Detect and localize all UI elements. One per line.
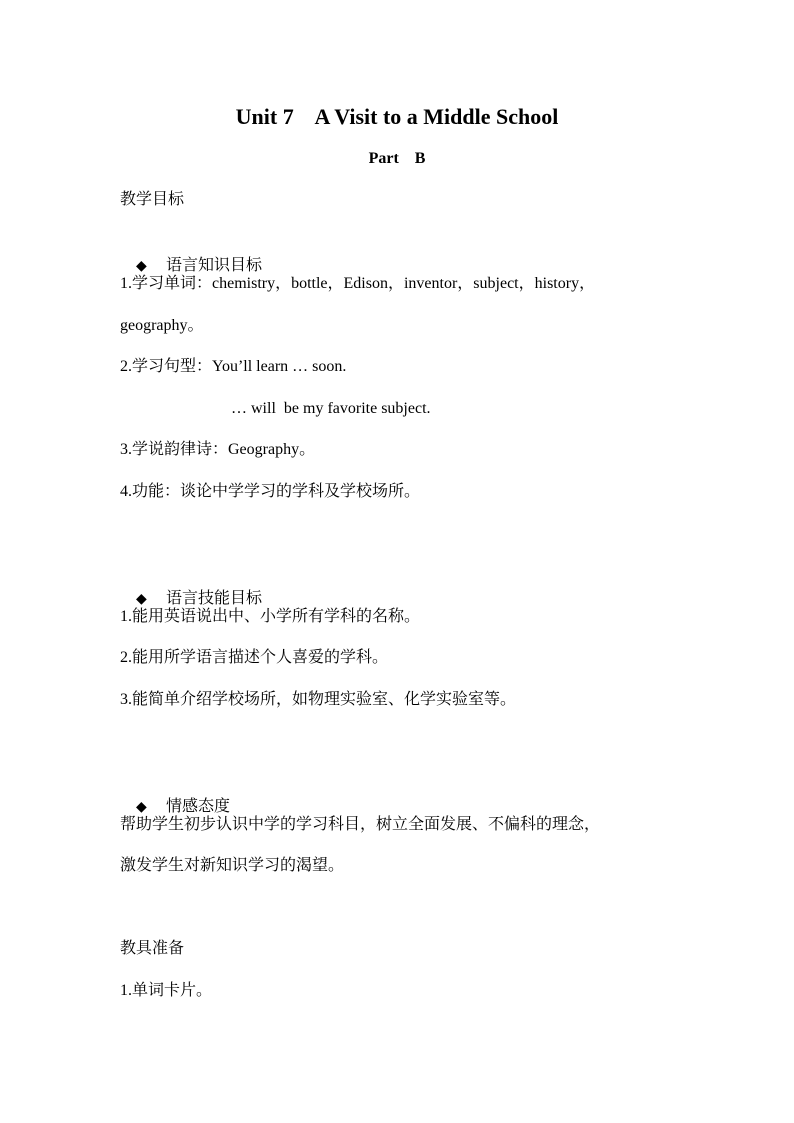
attitude-line: 激发学生对新知识学习的渴望。	[120, 857, 345, 874]
page-title: Unit 7 A Visit to a Middle School	[235, 104, 559, 129]
attitude-line: 帮助学生初步认识中学的学习科目，树立全面发展、不偏科的理念，	[120, 816, 601, 833]
materials-item: 1.单词卡片。	[120, 982, 213, 999]
skills-heading-text: 语言技能目标	[166, 590, 263, 607]
skills-item: 3.能简单介绍学校场所，如物理实验室、化学实验室等。	[120, 691, 517, 708]
section-heading-objectives: 教学目标	[120, 191, 185, 208]
knowledge-heading-text: 语言知识目标	[166, 257, 263, 274]
diamond-bullet-icon: ◆	[136, 591, 147, 607]
knowledge-item: 1.学习单词：chemistry，bottle，Edison，inventor，subject，history，	[120, 275, 596, 292]
section-heading-materials: 教具准备	[120, 940, 185, 957]
knowledge-item: 3.学说韵律诗：Geography。	[120, 441, 316, 458]
page-subtitle: Part B	[368, 150, 426, 167]
attitude-heading-text: 情感态度	[166, 798, 231, 815]
diamond-bullet-icon: ◆	[136, 799, 147, 815]
knowledge-item: … will be my favorite subject.	[231, 400, 431, 417]
diamond-bullet-icon: ◆	[136, 258, 147, 274]
knowledge-item: 4.功能：谈论中学学习的学科及学校场所。	[120, 483, 421, 500]
skills-item: 2.能用所学语言描述个人喜爱的学科。	[120, 649, 389, 666]
skills-item: 1.能用英语说出中、小学所有学科的名称。	[120, 608, 421, 625]
knowledge-item: geography。	[120, 317, 204, 334]
knowledge-item: 2.学习句型：You’ll learn … soon.	[120, 358, 347, 375]
